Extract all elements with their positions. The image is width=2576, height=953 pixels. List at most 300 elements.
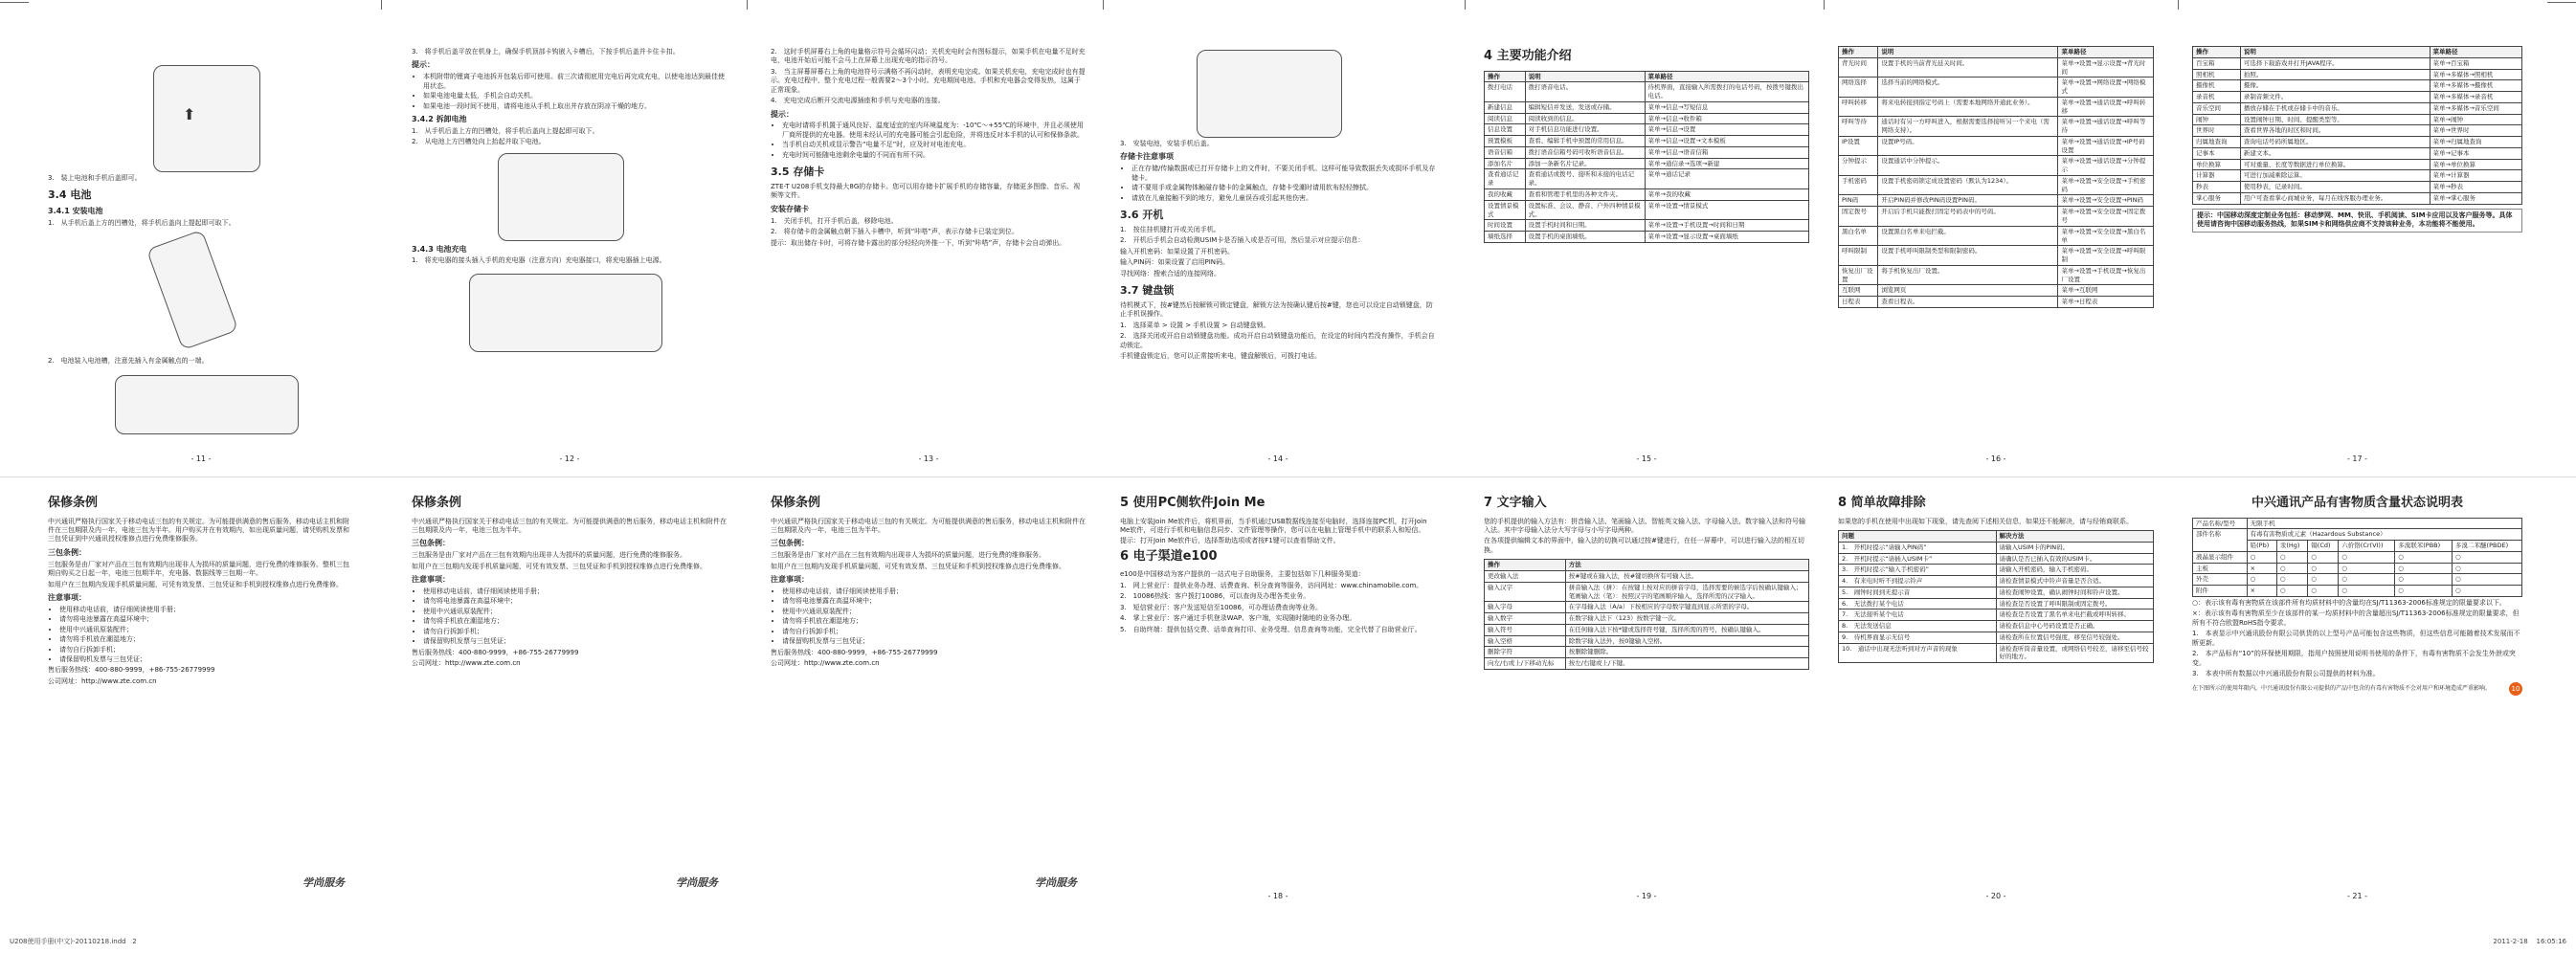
chapter-title: 7 文字输入 bbox=[1484, 496, 1547, 510]
table-cell: 产品名称/型号 bbox=[2193, 518, 2248, 529]
note-text: 提示：中国移动深度定制业务包括：移动梦网、MM、快讯、手机阅读、SIM卡应用以及客户服务等。具体使用请咨询中国移动服务热线，如果SIM卡和网络供应商不支持该种业务，本功能将不能使用。 bbox=[2192, 209, 2522, 233]
table-cell: 输入符号 bbox=[1485, 624, 1566, 635]
subsection-heading: 存储卡注意事项 bbox=[1120, 152, 1174, 162]
table-cell: 6. 无法拨打某个电话 bbox=[1839, 598, 1997, 609]
substance-mark: ○ bbox=[2276, 563, 2307, 574]
warranty-page bbox=[48, 493, 354, 904]
part-name: 主板 bbox=[2193, 563, 2248, 574]
table-cell: 菜单→世界时 bbox=[2430, 125, 2522, 137]
table-cell: 请检查情景模式中铃声音量是否合适。 bbox=[1996, 576, 2154, 587]
table-row bbox=[1839, 175, 2154, 195]
table-cell: 10. 通话中出现无法听到对方声音的现象 bbox=[1839, 643, 1997, 663]
charger-illustration bbox=[469, 274, 662, 352]
subsection-heading: 3.4.2 拆卸电池 bbox=[412, 114, 467, 123]
chapter-title: 4 主要功能介绍 bbox=[1484, 49, 1572, 63]
function-table bbox=[1838, 46, 2154, 308]
table-row bbox=[1839, 553, 2154, 565]
part-name: 液晶显示组件 bbox=[2193, 551, 2248, 563]
substance-mark: ○ bbox=[2453, 563, 2522, 574]
table-row bbox=[1839, 598, 2154, 609]
crop-mark bbox=[2547, 2, 2576, 3]
tips-title: 提示： bbox=[771, 109, 794, 119]
step-text: 1. 从手机后盖上方的凹槽处，将手机后盖向上提起即可取下。 bbox=[412, 126, 599, 135]
table-cell: 摄像。 bbox=[2240, 80, 2430, 92]
table-cell: 查看通话或拨号、接听和未接的电话记录。 bbox=[1525, 169, 1645, 189]
page-number: - 19 - bbox=[1636, 892, 1657, 901]
table-row bbox=[1485, 647, 1809, 658]
page-number: - 17 - bbox=[2346, 454, 2368, 464]
notice-item: • 使用中兴通讯原装配件； bbox=[59, 626, 354, 634]
table-cell: 有毒有害物质或元素（Hazardous Substance） bbox=[2247, 529, 2521, 541]
table-cell: 恢复出厂设置 bbox=[1839, 265, 1878, 285]
table-cell: 时间设置 bbox=[1485, 220, 1526, 232]
table-cell: 添加一条新名片记录。 bbox=[1525, 158, 1645, 169]
notice-item: • 使用移动电话前，请仔细阅读使用手册； bbox=[782, 587, 1086, 596]
notice-item: • 请勿自行拆卸手机； bbox=[782, 628, 1086, 636]
input-method-table bbox=[1484, 559, 1809, 670]
substance-mark: ○ bbox=[2395, 563, 2453, 574]
arrow-up-icon: ⬆ bbox=[183, 105, 196, 123]
page-number: - 14 - bbox=[1267, 454, 1288, 464]
table-cell: 日程表 bbox=[1839, 297, 1878, 308]
eco-period-icon: 10 bbox=[2509, 682, 2522, 696]
website: 公司网址：http://www.zte.com.cn bbox=[48, 676, 157, 685]
table-cell: 百宝箱 bbox=[2193, 57, 2241, 69]
element-header: 多溴二苯醚(PBDE) bbox=[2453, 541, 2522, 552]
table-cell: 编辑短信并发送，发送或存储。 bbox=[1525, 101, 1645, 113]
crop-mark bbox=[747, 0, 748, 10]
service-logo: 学尚服务 bbox=[676, 876, 718, 890]
table-cell: 网络选择 bbox=[1839, 78, 1878, 98]
step-text: 2. 将存储卡的金属触点朝下插入卡槽中，听到“咔嗒”声，表示存储卡已装定到位。 bbox=[771, 228, 1019, 236]
table-cell: 在数字输入法下（123）按数字键一次。 bbox=[1565, 613, 1808, 625]
paragraph: 如用户在三包期内发现手机质量问题，可凭有效发票、三包凭证和手机到授权维修点进行免费维修。 bbox=[412, 562, 706, 570]
table-cell: 可进行加减乘除运算。 bbox=[2240, 170, 2430, 182]
table-cell: 输入数字 bbox=[1485, 613, 1566, 625]
table-cell: 7. 无法接听某个电话 bbox=[1839, 609, 1997, 621]
table-cell: 菜单→设置→安全设置→呼叫限制 bbox=[2058, 246, 2154, 266]
substance-mark: × bbox=[2247, 586, 2276, 597]
element-header: 多溴联苯(PBB) bbox=[2395, 541, 2453, 552]
battery-illustration bbox=[498, 153, 624, 241]
table-row bbox=[1485, 200, 1809, 220]
step-text: 1. 按住挂机键打开或关闭手机。 bbox=[1120, 225, 1221, 233]
paragraph: 在各项提供编辑文本的界面中，输入法的切换可以通过按#键进行，在任一屏幕中，可以进行输入法的相互切换。 bbox=[1484, 537, 1804, 554]
table-header: 操作 bbox=[1485, 560, 1566, 571]
paragraph: 电脑上安装Join Me软件后，将机界面，当手机通过USB数据线连接至电脑时，选择连接PC机，打开Join Me软件，可进行手机和电脑信息同步、文件管理等操作，您可以在电脑上管理手机中的联系人和短信。 bbox=[1120, 517, 1427, 534]
table-row bbox=[2193, 102, 2522, 114]
note-item: 1. 本表显示中兴通讯股份有限公司供货的以上型号产品可能包含这些物质，但这些信息可能随着技术发展而不断更新。 bbox=[2192, 630, 2520, 647]
step-text: 3. 将手机后盖平放在机身上，确保手机顶部卡钩嵌入卡槽后，下按手机后盖并卡住卡扣。 bbox=[412, 48, 680, 55]
table-cell: 菜单→闹钟 bbox=[2430, 114, 2522, 125]
page-15 bbox=[1484, 46, 1809, 467]
table-row bbox=[1485, 613, 1809, 625]
table-row bbox=[1485, 124, 1809, 136]
substance-mark: ○ bbox=[2395, 574, 2453, 586]
page-12 bbox=[412, 46, 728, 467]
table-row bbox=[1485, 658, 1809, 670]
print-slug-left: U208使用手册(中文)-20110218.indd 2 bbox=[10, 938, 137, 945]
table-header: 说明 bbox=[2240, 47, 2430, 58]
table-cell: 查看世界各地的时区和时间。 bbox=[2240, 125, 2430, 137]
subsection-heading: 注意事项： bbox=[771, 575, 809, 585]
table-row bbox=[1485, 582, 1809, 602]
table-cell: 3. 开机时提示“输入手机密码” bbox=[1839, 565, 1997, 576]
table-cell: 阅读收到的信息。 bbox=[1525, 113, 1645, 124]
subsection-heading: 三包条例： bbox=[412, 539, 450, 548]
table-cell: 录音机 bbox=[2193, 92, 2241, 103]
notice-item: • 请勿将电池暴露在高温环境中； bbox=[782, 597, 1086, 606]
paragraph: ZTE-T U208手机支持最大8G的存储卡。您可以用存储卡扩展手机的存储容量，存储更多图像、音乐、视频等文件。 bbox=[771, 183, 1081, 200]
notice-item: • 使用中兴通讯原装配件； bbox=[423, 608, 728, 616]
table-cell: 请检查所在位置信号强度，移至信号较强处。 bbox=[1996, 632, 2154, 643]
table-cell: 信息设置 bbox=[1485, 124, 1526, 136]
paragraph: 中兴通讯严格执行国家关于移动电话三包的有关规定。为可能提供满意的售后服务，移动电话主机和附件在三包期限及内一年，电池三包为半年。用户购买并在有效期内，如出现质量问题，请凭购机发票和三包凭证到中兴通讯授权维修点进行免费维修服务。 bbox=[48, 517, 349, 543]
paragraph: 三包服务是由厂家对产品在三包有效期内出现非人为损坏的质量问题，进行免费的维修服务。整机三包期自购买之日起一年，电池三包期半年，充电器、数据线等三包期一年。 bbox=[48, 560, 349, 578]
table-row bbox=[1485, 635, 1809, 647]
table-cell: 菜单→通话记录 bbox=[1645, 169, 1809, 189]
table-cell: 菜单→互联网 bbox=[2058, 285, 2154, 297]
tip-item: • 如果电池一段时间不使用，请将电池从手机上取出并存放在阴凉干燥的地方。 bbox=[423, 102, 728, 111]
table-cell: 将来电转接到指定号码上（需要本地网络开通此业务）。 bbox=[1878, 97, 2058, 117]
service-hotline: 售后服务热线：400-880-9999，+86-755-26779999 bbox=[771, 648, 938, 656]
table-cell: 输入字母 bbox=[1485, 602, 1566, 613]
phone-illustration bbox=[153, 65, 260, 172]
part-name: 附件 bbox=[2193, 586, 2248, 597]
element-header: 铅(Pb) bbox=[2247, 541, 2276, 552]
service-hotline: 售后服务热线：400-880-9999，+86-755-26779999 bbox=[48, 666, 215, 675]
substance-mark: ○ bbox=[2308, 563, 2339, 574]
table-cell: 部件名称 bbox=[2193, 529, 2248, 552]
table-cell: 菜单→设置→通话设置→呼叫转移 bbox=[2058, 97, 2154, 117]
table-cell: 添加名片 bbox=[1485, 158, 1526, 169]
table-cell: 按删除键删除。 bbox=[1565, 647, 1808, 658]
table-row bbox=[2193, 57, 2522, 69]
table-cell: 设置手机呼叫限制类型和限制密码。 bbox=[1878, 246, 2058, 266]
crop-mark bbox=[0, 2, 29, 3]
page-number: - 13 - bbox=[918, 454, 939, 464]
table-cell: 查看、编辑手机中预置的常用信息。 bbox=[1525, 136, 1645, 147]
step-text: 1. 关闭手机，打开手机后盖，移除电池。 bbox=[771, 216, 898, 225]
table-row bbox=[1485, 624, 1809, 635]
table-cell: 菜单→单位换算 bbox=[2430, 159, 2522, 170]
table-row bbox=[1839, 285, 2154, 297]
table-cell: 菜单→信息→写短信息 bbox=[1645, 101, 1809, 113]
service-logo: 学尚服务 bbox=[302, 876, 345, 890]
table-cell: 可选择下载游戏并打开JAVA程序。 bbox=[2240, 57, 2430, 69]
table-cell: 选择当前的网络模式。 bbox=[1878, 78, 2058, 98]
table-row bbox=[2193, 69, 2522, 80]
table-cell: 呼叫转移 bbox=[1839, 97, 1878, 117]
notice-item: • 请保留购机发票与三包凭证； bbox=[59, 655, 354, 664]
note-item: • 正在存储/传输数据或已打开存储卡上的文件时，不要关闭手机。这样可能导致数据丢失或损坏手机及存储卡。 bbox=[1131, 165, 1436, 183]
note-item: • 请不要用手或金属物体触碰存储卡的金属触点，存储卡受潮时请用软布轻轻擦拭。 bbox=[1131, 184, 1436, 192]
table-cell: 将手机恢复出厂设置。 bbox=[1878, 265, 2058, 285]
table-cell: 手机密码 bbox=[1839, 175, 1878, 195]
table-cell: 菜单→通信录→选项→新建 bbox=[1645, 158, 1809, 169]
subsection-heading: 3.4.3 电池充电 bbox=[412, 244, 467, 254]
table-cell: 按#键或在输入法，按#键切换所有可输入法。 bbox=[1565, 571, 1808, 583]
part-name: 外壳 bbox=[2193, 574, 2248, 586]
table-cell: 菜单→设置→安全设置→黑白名单 bbox=[2058, 226, 2154, 246]
table-cell: 菜单→我的收藏 bbox=[1645, 188, 1809, 200]
paragraph: 待机模式下，按#键然后按解锁可锁定键盘，解锁方法为按确认键后按#键，您也可以设定自动锁键盘，防止手机误操作。 bbox=[1120, 300, 1433, 319]
table-cell: 删除字符 bbox=[1485, 647, 1566, 658]
paragraph: 如果您的手机在使用中出现如下现象，请先查阅下述相关信息，如果还不能解决，请与经销商联系。 bbox=[1838, 517, 2133, 525]
table-cell: 设置手机的当前背光延关时间。 bbox=[1878, 57, 2058, 78]
substance-mark: ○ bbox=[2247, 551, 2276, 563]
table-row bbox=[2193, 147, 2522, 159]
table-row bbox=[2193, 125, 2522, 137]
notice-item: • 请勿将手机放在潮湿地方； bbox=[423, 617, 728, 626]
section-heading: 3.7 键盘锁 bbox=[1120, 284, 1175, 298]
table-cell: 秒表 bbox=[2193, 182, 2241, 193]
table-cell: 按左/右键或上/下键。 bbox=[1565, 658, 1808, 670]
table-cell: 请输入USIM卡的PIN码。 bbox=[1996, 542, 2154, 553]
element-header: 镉(Cd) bbox=[2308, 541, 2339, 552]
table-cell: 输入空格 bbox=[1485, 635, 1566, 647]
table-row bbox=[1839, 643, 2154, 663]
page-title: 保修条例 bbox=[771, 496, 821, 510]
step-text: 2. 电池装入电池槽，注意先插入有金属触点的一端。 bbox=[48, 356, 209, 365]
table-cell: 查看日程表。 bbox=[1878, 297, 2058, 308]
section-heading: 3.5 存储卡 bbox=[771, 166, 825, 179]
step-text: 2. 从电池上方凹槽处向上抬起并取下电池。 bbox=[412, 138, 546, 146]
tips-title: 提示： bbox=[412, 60, 435, 70]
table-header: 菜单路径 bbox=[1645, 71, 1809, 82]
subsection-heading: 安装存储卡 bbox=[771, 204, 809, 213]
table-cell: 世界时 bbox=[2193, 125, 2241, 137]
table-cell: 除数字输入法外，按0键输入空格。 bbox=[1565, 635, 1808, 647]
table-row bbox=[1839, 565, 2154, 576]
table-row bbox=[1485, 82, 1809, 102]
table-row bbox=[1839, 587, 2154, 598]
table-cell: 墙纸选择 bbox=[1485, 232, 1526, 243]
page-title: 保修条例 bbox=[48, 496, 99, 510]
table-cell: 阅读信息 bbox=[1485, 113, 1526, 124]
notice-item: • 使用中兴通讯原装配件； bbox=[782, 608, 1086, 616]
table-row bbox=[1839, 246, 2154, 266]
list-item: 3. 短信营业厅：客户发送短信至10086，可办理话费查询等业务。 bbox=[1120, 603, 1322, 611]
table-row bbox=[1485, 232, 1809, 243]
crop-mark bbox=[1465, 0, 1466, 10]
table-header: 说明 bbox=[1878, 47, 2058, 58]
step-text: 输入开机密码：如果设置了开机密码。 bbox=[1120, 247, 1234, 255]
table-cell: 菜单→设置→显示设置→背光时间 bbox=[2058, 57, 2154, 78]
list-item: 1. 网上营业厅：提供业务办理、话费查询、积分查询等服务，访问网址：www.chinamobile.com。 bbox=[1120, 581, 1423, 589]
table-row bbox=[2193, 137, 2522, 148]
table-header: 菜单路径 bbox=[2430, 47, 2522, 58]
table-cell: 计算器 bbox=[2193, 170, 2241, 182]
subsection-heading: 注意事项： bbox=[412, 575, 450, 585]
table-cell: 菜单→设置→网络设置→网络模式 bbox=[2058, 78, 2154, 98]
paragraph: 中兴通讯严格执行国家关于移动电话三包的有关规定。为可能提供满意的售后服务，移动电话主机和附件在三包期限及内一年，电池三包为半年。 bbox=[412, 517, 727, 534]
table-row bbox=[1485, 571, 1809, 583]
notice-item: • 使用移动电话前，请仔细阅读使用手册； bbox=[423, 587, 728, 596]
table-row bbox=[1485, 602, 1809, 613]
page-number: - 15 - bbox=[1636, 454, 1657, 464]
table-cell: 菜单→信息→设置 bbox=[1645, 124, 1809, 136]
page-14 bbox=[1120, 46, 1436, 467]
substance-mark: ○ bbox=[2339, 586, 2395, 597]
table-cell: 菜单→设置→显示设置→桌面墙纸 bbox=[1645, 232, 1809, 243]
table-cell: 菜单→日程表 bbox=[2058, 297, 2154, 308]
table-cell: 菜单→掌心服务 bbox=[2430, 192, 2522, 204]
table-cell: 在任何输入法下按*键或选择符号键，选择所需的符号，按确认键输入。 bbox=[1565, 624, 1808, 635]
notice-item: • 使用移动电话前，请仔细阅读使用手册； bbox=[59, 606, 354, 614]
table-cell: 设置标准、会议、静音、户外四种情景模式。 bbox=[1525, 200, 1645, 220]
list-item: 4. 掌上营业厅：客户通过手机登录WAP、客户端，实现随时随地的业务办理。 bbox=[1120, 614, 1356, 623]
table-cell: 菜单→信息→收件箱 bbox=[1645, 113, 1809, 124]
table-cell: 设置手机时间和日期。 bbox=[1525, 220, 1645, 232]
table-cell: 菜单→多媒体→录音机 bbox=[2430, 92, 2522, 103]
subsection-heading: 三包条例： bbox=[48, 547, 86, 557]
table-cell: 通话时有另一方呼叫进入，根据需要选择接听另一个来电（需网络支持）。 bbox=[1878, 117, 2058, 137]
table-cell: 设置手机密码锁定成设置密码（默认为1234）。 bbox=[1878, 175, 2058, 195]
footer-note: 在下图所示的使用年限内，中兴通讯股份有限公司提供的产品中包含的有毒有害物质不会对用户和环境造成严重影响。 bbox=[2192, 685, 2492, 693]
table-cell: 开启后手机只能拨打固定号码表中的号码。 bbox=[1878, 207, 2058, 227]
table-row bbox=[1839, 97, 2154, 117]
tip-item: • 充电时间可能随电池剩余电量的不同而有所不同。 bbox=[782, 151, 1086, 160]
table-row bbox=[1485, 169, 1809, 189]
table-cell: 菜单→计算器 bbox=[2430, 170, 2522, 182]
table-cell: 音乐空间 bbox=[2193, 102, 2241, 114]
step-text: 1. 选择菜单 > 设置 > 手机设置 > 自动键盘锁。 bbox=[1120, 321, 1270, 329]
crop-mark bbox=[2178, 0, 2179, 10]
service-logo: 学尚服务 bbox=[1035, 876, 1077, 890]
table-cell: 互联网 bbox=[1839, 285, 1878, 297]
table-row bbox=[1839, 542, 2154, 553]
substance-mark: ○ bbox=[2339, 551, 2395, 563]
table-row bbox=[1839, 78, 2154, 98]
warranty-page bbox=[412, 493, 728, 904]
subsection-heading: 三包条例： bbox=[771, 539, 809, 548]
table-cell: 请检查是否设置了黑名单来电拦截或呼叫转移。 bbox=[1996, 609, 2154, 621]
table-cell: 闹钟 bbox=[2193, 114, 2241, 125]
tip-item: • 充电时请将手机置于通风良好、温度适宜的室内环境温度为：-10℃～+55℃的环境中，并且必须使用厂商所提供的充电器。使用未经认可的充电器可能会引起危险，并将违反对本手机的认可和保修条款。 bbox=[782, 122, 1086, 140]
table-cell: 5. 闹钟时间到无提示音 bbox=[1839, 587, 1997, 598]
table-row bbox=[2193, 170, 2522, 182]
section-heading: 3.6 开机 bbox=[1120, 208, 1164, 221]
page-11 bbox=[48, 46, 354, 467]
website: 公司网址：http://www.zte.com.cn bbox=[412, 658, 521, 667]
fold-line bbox=[0, 476, 2576, 477]
table-row bbox=[1485, 220, 1809, 232]
table-cell: 请检查是否设置了呼叫限制或固定拨号。 bbox=[1996, 598, 2154, 609]
table-cell: 输入汉字 bbox=[1485, 582, 1566, 602]
table-cell: 播放存储在手机或存储卡中的音乐。 bbox=[2240, 102, 2430, 114]
table-row bbox=[1839, 57, 2154, 78]
table-cell: 菜单→归属地查询 bbox=[2430, 137, 2522, 148]
table-cell: 菜单→百宝箱 bbox=[2430, 57, 2522, 69]
table-cell: 菜单→设置→手机设置→恢复出厂设置 bbox=[2058, 265, 2154, 285]
phone-illustration bbox=[146, 229, 239, 349]
table-cell: 无限手机 bbox=[2247, 518, 2521, 529]
chapter-title: 中兴通讯产品有害物质含量状态说明表 bbox=[2251, 496, 2463, 510]
table-cell: 语音信箱 bbox=[1485, 146, 1526, 158]
table-row bbox=[1485, 158, 1809, 169]
step-text: 4. 充电完成后断开交流电源插座和手机与充电器的连接。 bbox=[771, 97, 945, 105]
table-cell: 待机界面，直接输入所需拨打的电话号码，按拨号键拨出电话。 bbox=[1645, 82, 1809, 102]
troubleshooting-table bbox=[1838, 530, 2154, 663]
step-text: 1. 从手机后盖上方的凹槽处，将手机后盖向上提起即可取下。 bbox=[48, 219, 235, 228]
table-cell: 开启PIN码并修改PIN码设置PIN码。 bbox=[1878, 195, 2058, 207]
step-text: 3. 当主屏幕屏幕右上角的电池符号示满格不再闪动时，表明充电完成。如果关机充电，充电完成时也有提示。充电过程中，整个充电过程一般需要2～3个小时。充电期间电池、手机和充电器会变得发热，这属于正常现象。 bbox=[771, 67, 1086, 94]
notice-item: • 请勿将手机放在潮湿地方； bbox=[59, 635, 354, 644]
substance-mark: ○ bbox=[2453, 586, 2522, 597]
table-cell: 黑白名单 bbox=[1839, 226, 1878, 246]
substance-mark: ○ bbox=[2308, 574, 2339, 586]
table-cell: 菜单→设置→手机设置→时间和日期 bbox=[1645, 220, 1809, 232]
step-text: 2. 选择关闭或开启自动锁键盘功能。成功开启自动锁键盘功能后，在设定的时间内若没有操作，手机会自动锁定。 bbox=[1120, 332, 1435, 349]
paragraph: 三包服务是由厂家对产品在三包有效期内出现非人为损坏的质量问题，进行免费的维修服务。 bbox=[412, 551, 686, 560]
table-cell: 查询电话号码所属地区。 bbox=[2240, 137, 2430, 148]
table-header: 操作 bbox=[2193, 47, 2241, 58]
table-row bbox=[1839, 297, 2154, 308]
table-row bbox=[1839, 117, 2154, 137]
note-item: 3. 本表中所有数据以中兴通讯股份有限公司提供的材料为准。 bbox=[2192, 669, 2380, 677]
table-cell: 分钟提示 bbox=[1839, 156, 1878, 176]
table-cell: 拨打电话 bbox=[1485, 82, 1526, 102]
table-header: 解决方法 bbox=[1996, 530, 2154, 542]
substance-mark: ○ bbox=[2395, 551, 2453, 563]
chapter-title: 6 电子渠道e100 bbox=[1120, 548, 1218, 564]
table-cell: 背光时间 bbox=[1839, 57, 1878, 78]
table-cell: 菜单→秒表 bbox=[2430, 182, 2522, 193]
notice-item: • 请勿将手机放在潮湿地方； bbox=[782, 617, 1086, 626]
notice-item: • 请勿自行拆卸手机； bbox=[59, 646, 354, 654]
table-cell: 菜单→设置→通话设置→呼叫等待 bbox=[2058, 117, 2154, 137]
table-row bbox=[1839, 609, 2154, 621]
step-text: 1. 将充电器的接头插入手机的充电器（注意方向）充电器接口，将充电器插上电源。 bbox=[412, 256, 666, 265]
subsection-heading: 3.4.1 安装电池 bbox=[48, 207, 103, 216]
service-hotline: 售后服务热线：400-880-9999，+86-755-26779999 bbox=[412, 648, 579, 656]
page-number: - 11 - bbox=[190, 454, 212, 464]
chapter-title: 8 简单故障排除 bbox=[1838, 496, 1926, 510]
table-cell: 4. 有来电时听不到提示铃声 bbox=[1839, 576, 1997, 587]
table-cell: 拨打语音信箱号码可收听语音信息。 bbox=[1525, 146, 1645, 158]
table-row bbox=[1839, 621, 2154, 632]
table-cell: 设置IP号码。 bbox=[1878, 136, 2058, 156]
table-row bbox=[2193, 182, 2522, 193]
table-row bbox=[2193, 80, 2522, 92]
table-cell: 菜单→设置→安全设置→固定拨号 bbox=[2058, 207, 2154, 227]
table-header: 说明 bbox=[1525, 71, 1645, 82]
table-row bbox=[1839, 156, 2154, 176]
table-cell: 固定拨号 bbox=[1839, 207, 1878, 227]
table-cell: 归属地查询 bbox=[2193, 137, 2241, 148]
note-item: • 请放在儿童接触不到的地方，避免儿童误吞或引起其他伤害。 bbox=[1131, 194, 1436, 203]
table-cell: 录制音频文件。 bbox=[2240, 92, 2430, 103]
substance-mark: ○ bbox=[2308, 586, 2339, 597]
table-cell: 掌心服务 bbox=[2193, 192, 2241, 204]
table-cell: 在字母输入法（A/a）下按相应的字母数字键直到显示所需的字母。 bbox=[1565, 602, 1808, 613]
substance-mark: ○ bbox=[2276, 551, 2307, 563]
table-row bbox=[2193, 551, 2522, 563]
table-cell: 菜单→多媒体→照相机 bbox=[2430, 69, 2522, 80]
paragraph: 如用户在三包期内发现手机质量问题，可凭有效发票、三包凭证和手机到授权维修点进行免费维修。 bbox=[48, 580, 343, 588]
table-cell: 设置手机的桌面墙纸。 bbox=[1525, 232, 1645, 243]
table-cell: 用户可查看掌心商城业务，每月在线客服办理业务。 bbox=[2240, 192, 2430, 204]
list-item: 5. 自助终端：提供包括交费、话单查询打印、业务受理、信息查询等功能，完全代替了自助营业厅。 bbox=[1120, 625, 1422, 633]
table-row bbox=[1839, 207, 2154, 227]
table-cell: 新建信息 bbox=[1485, 101, 1526, 113]
table-row bbox=[1839, 195, 2154, 207]
page-number: - 21 - bbox=[2346, 892, 2368, 901]
page-number: - 20 - bbox=[1985, 892, 2006, 901]
substance-mark: ○ bbox=[2339, 563, 2395, 574]
table-header: 方法 bbox=[1565, 560, 1808, 571]
